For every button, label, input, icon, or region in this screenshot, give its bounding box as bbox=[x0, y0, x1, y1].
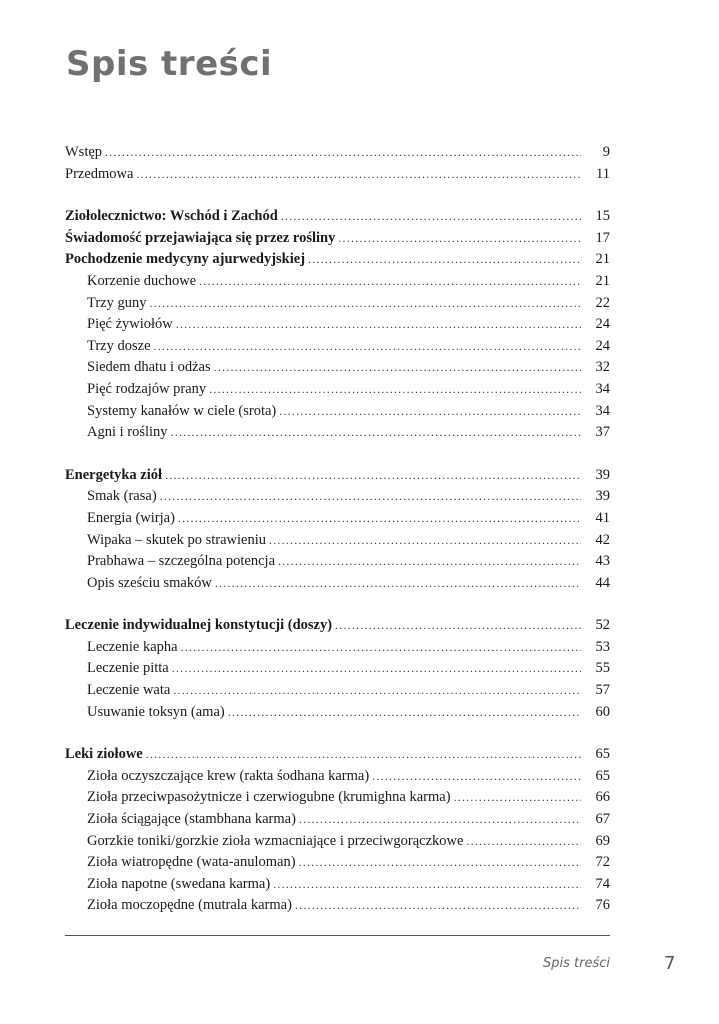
toc-entry-label: Prabhawa – szczególna potencja bbox=[87, 553, 276, 570]
toc-subentry bbox=[65, 379, 610, 401]
toc-section bbox=[65, 142, 610, 185]
toc-section bbox=[65, 465, 610, 595]
toc-subentry bbox=[65, 874, 610, 896]
toc-entry-page: 11 bbox=[596, 165, 610, 182]
toc-entry-label: Zioła przeciwpasożytnicze i czerwiogubne (krumighna karma) bbox=[87, 789, 451, 806]
toc-entry-label: Smak (rasa) bbox=[87, 488, 157, 505]
dot-leader bbox=[278, 551, 581, 573]
toc-entry-label: Korzenie duchowe bbox=[87, 272, 197, 289]
toc-entry-label: Zioła napotne (swedana karma) bbox=[87, 875, 271, 892]
dot-leader bbox=[295, 895, 581, 917]
toc-entry-label: Zioła oczyszczające krew (rakta śodhana karma) bbox=[87, 767, 370, 784]
toc-entry-page: 21 bbox=[595, 272, 610, 289]
toc-entry-label: Gorzkie toniki/gorzkie zioła wzmacniające i przeciwgorączkowe bbox=[87, 832, 464, 849]
dot-leader bbox=[160, 486, 581, 508]
toc-entry-page: 9 bbox=[602, 144, 610, 160]
running-footer-title: Spis treści bbox=[543, 956, 610, 971]
toc-entry-label: Zioła ściągające (stambhana karma) bbox=[87, 811, 296, 828]
toc-entry-label: Usuwanie toksyn (ama) bbox=[87, 703, 225, 720]
toc-entry-label: Siedem dhatu i odżas bbox=[87, 359, 211, 376]
toc-entry-page: 39 bbox=[595, 466, 610, 483]
toc-entry-page: 24 bbox=[595, 316, 610, 333]
toc-subentry bbox=[65, 787, 610, 809]
dot-leader bbox=[209, 379, 581, 401]
toc-entry-page: 22 bbox=[595, 294, 610, 311]
toc-entry bbox=[65, 465, 610, 487]
toc-entry-label: Pochodzenie medycyny ajurwedyjskiej bbox=[65, 251, 306, 268]
dot-leader bbox=[454, 787, 581, 809]
toc-entry bbox=[65, 744, 610, 766]
toc-entry-page: 65 bbox=[595, 767, 610, 784]
toc-entry-page: 53 bbox=[595, 638, 610, 655]
dot-leader bbox=[154, 336, 581, 358]
toc-entry bbox=[65, 164, 610, 186]
toc-subentry bbox=[65, 336, 610, 358]
toc-section bbox=[65, 744, 610, 917]
toc-entry-page: 37 bbox=[595, 424, 610, 441]
dot-leader bbox=[281, 206, 581, 228]
toc-entry-page: 57 bbox=[595, 682, 610, 699]
dot-leader bbox=[150, 293, 582, 315]
table-of-contents bbox=[65, 142, 610, 938]
toc-subentry bbox=[65, 658, 610, 680]
toc-subentry bbox=[65, 831, 610, 853]
toc-subentry bbox=[65, 357, 610, 379]
page-number: 7 bbox=[664, 953, 676, 974]
toc-entry-page: 24 bbox=[595, 337, 610, 354]
dot-leader bbox=[176, 314, 581, 336]
dot-leader bbox=[172, 658, 581, 680]
toc-entry-page: 69 bbox=[595, 832, 610, 849]
toc-subentry bbox=[65, 702, 610, 724]
toc-entry-page: 52 bbox=[595, 617, 610, 634]
toc-subentry bbox=[65, 422, 610, 444]
toc-entry-label: Leczenie wata bbox=[87, 682, 171, 699]
toc-subentry bbox=[65, 486, 610, 508]
toc-entry-page: 41 bbox=[595, 509, 610, 526]
toc-entry-page: 43 bbox=[595, 553, 610, 570]
toc-entry-page: 60 bbox=[595, 703, 610, 720]
toc-entry-label: Systemy kanałów w ciele (srota) bbox=[87, 402, 277, 419]
dot-leader bbox=[178, 508, 581, 530]
toc-subentry bbox=[65, 809, 610, 831]
toc-entry-page: 74 bbox=[595, 875, 610, 892]
toc-entry-label: Leczenie kapha bbox=[87, 638, 178, 655]
footer-divider bbox=[65, 935, 610, 936]
dot-leader bbox=[136, 164, 581, 186]
dot-leader bbox=[299, 852, 581, 874]
toc-entry-page: 67 bbox=[595, 811, 610, 828]
toc-subentry bbox=[65, 680, 610, 702]
toc-entry bbox=[65, 206, 610, 228]
dot-leader bbox=[466, 831, 581, 853]
dot-leader bbox=[273, 874, 581, 896]
toc-entry-label: Trzy dosze bbox=[87, 337, 151, 354]
toc-entry-label: Świadomość przejawiająca się przez rośliny bbox=[65, 229, 336, 246]
toc-entry bbox=[65, 249, 610, 271]
toc-entry-label: Zioła wiatropędne (wata-anuloman) bbox=[87, 854, 296, 871]
toc-entry-label: Leczenie indywidualnej konstytucji (doszy) bbox=[65, 617, 333, 634]
toc-entry-page: 42 bbox=[595, 531, 610, 548]
dot-leader bbox=[214, 357, 581, 379]
toc-section bbox=[65, 615, 610, 723]
toc-entry-label: Agni i rośliny bbox=[87, 424, 168, 441]
dot-leader bbox=[181, 637, 581, 659]
toc-subentry bbox=[65, 551, 610, 573]
toc-entry-page: 32 bbox=[595, 359, 610, 376]
toc-subentry bbox=[65, 508, 610, 530]
dot-leader bbox=[308, 249, 581, 271]
toc-subentry bbox=[65, 637, 610, 659]
toc-subentry bbox=[65, 530, 610, 552]
toc-entry-page: 15 bbox=[595, 208, 610, 225]
toc-subentry bbox=[65, 271, 610, 293]
toc-entry-label: Trzy guny bbox=[87, 294, 147, 311]
dot-leader bbox=[199, 271, 581, 293]
dot-leader bbox=[279, 401, 581, 423]
toc-entry-page: 66 bbox=[595, 789, 610, 806]
toc-entry-page: 17 bbox=[595, 229, 610, 246]
dot-leader bbox=[105, 142, 581, 164]
toc-entry-label: Energia (wirja) bbox=[87, 509, 175, 526]
toc-entry-page: 21 bbox=[595, 251, 610, 268]
toc-entry-label: Zioła moczopędne (mutrala karma) bbox=[87, 897, 292, 914]
toc-entry-label: Leki ziołowe bbox=[65, 746, 143, 763]
dot-leader bbox=[165, 465, 581, 487]
toc-entry-page: 39 bbox=[595, 488, 610, 505]
dot-leader bbox=[372, 766, 581, 788]
dot-leader bbox=[335, 615, 581, 637]
dot-leader bbox=[146, 744, 581, 766]
toc-entry-page: 72 bbox=[595, 854, 610, 871]
toc-entry-label: Leczenie pitta bbox=[87, 660, 169, 677]
toc-entry-label: Ziołolecznictwo: Wschód i Zachód bbox=[65, 208, 278, 225]
toc-subentry bbox=[65, 895, 610, 917]
dot-leader bbox=[228, 702, 581, 724]
dot-leader bbox=[173, 680, 581, 702]
toc-entry-page: 34 bbox=[595, 380, 610, 397]
toc-entry-label: Wipaka – skutek po strawieniu bbox=[87, 531, 267, 548]
dot-leader bbox=[299, 809, 581, 831]
toc-entry-label: Wstęp bbox=[65, 144, 103, 160]
toc-section bbox=[65, 206, 610, 444]
toc-entry-page: 55 bbox=[595, 660, 610, 677]
page-title: Spis treści bbox=[66, 44, 273, 84]
toc-subentry bbox=[65, 766, 610, 788]
toc-entry-page: 76 bbox=[595, 897, 610, 914]
toc-entry-label: Pięć rodzajów prany bbox=[87, 380, 207, 397]
dot-leader bbox=[269, 530, 581, 552]
toc-subentry bbox=[65, 573, 610, 595]
toc-entry-label: Pięć żywiołów bbox=[87, 316, 173, 333]
toc-entry bbox=[65, 615, 610, 637]
toc-entry-page: 65 bbox=[595, 746, 610, 763]
toc-subentry bbox=[65, 314, 610, 336]
toc-entry-label: Przedmowa bbox=[65, 165, 134, 182]
toc-entry-label: Energetyka ziół bbox=[65, 466, 163, 483]
toc-entry bbox=[65, 228, 610, 250]
toc-entry-page: 44 bbox=[595, 574, 610, 591]
dot-leader bbox=[215, 573, 581, 595]
dot-leader bbox=[338, 228, 581, 250]
toc-subentry bbox=[65, 852, 610, 874]
toc-entry-page: 34 bbox=[595, 402, 610, 419]
toc-entry-label: Opis sześciu smaków bbox=[87, 574, 212, 591]
toc-subentry bbox=[65, 401, 610, 423]
dot-leader bbox=[171, 422, 581, 444]
toc-entry bbox=[65, 142, 610, 164]
toc-subentry bbox=[65, 293, 610, 315]
